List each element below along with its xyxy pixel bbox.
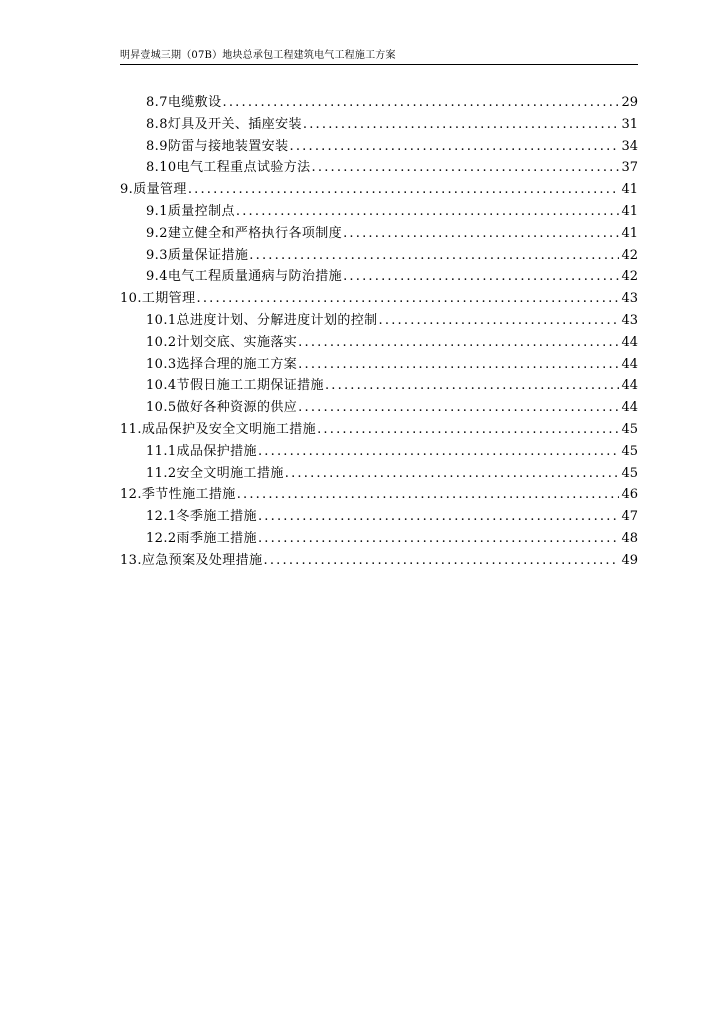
toc-dot-leader <box>288 136 619 158</box>
toc-entry-title: 12.季节性施工措施 <box>120 487 236 503</box>
toc-entry-page: 37 <box>621 160 638 176</box>
toc-dot-leader <box>324 375 620 397</box>
toc-dot-leader <box>262 550 619 572</box>
toc-entry-page: 42 <box>621 247 638 263</box>
toc-entry-title: 8.9防雷与接地装置安装 <box>146 138 289 154</box>
toc-entry-page: 29 <box>621 95 638 110</box>
toc-entry-title: 12.1冬季施工措施 <box>146 509 257 525</box>
toc-chapter-entry[interactable] <box>120 550 638 572</box>
toc-dot-leader <box>311 157 620 179</box>
toc-dot-leader <box>297 332 619 354</box>
toc-entry[interactable] <box>120 245 638 267</box>
toc-entry[interactable] <box>120 266 638 288</box>
page-header <box>120 50 638 65</box>
toc-entry-page: 41 <box>621 225 638 241</box>
toc-dot-leader <box>302 114 620 136</box>
toc-dot-leader <box>342 223 619 245</box>
toc-entry-title: 13.应急预案及处理措施 <box>120 552 263 568</box>
toc-entry-page: 45 <box>621 443 638 459</box>
toc-entry-page: 44 <box>621 334 638 350</box>
toc-entry-page: 43 <box>621 291 638 307</box>
toc-entry-title: 10.4节假日施工工期保证措施 <box>146 378 324 394</box>
toc-dot-leader <box>316 419 619 441</box>
toc-chapter-entry[interactable] <box>120 288 638 310</box>
toc-entry-title: 9.1质量控制点 <box>146 203 235 219</box>
toc-entry[interactable] <box>120 506 638 528</box>
toc-entry[interactable] <box>120 201 638 223</box>
toc-dot-leader <box>221 92 619 114</box>
toc-entry-title: 9.4电气工程质量通病与防治措施 <box>146 269 343 285</box>
toc-entry-title: 9.2建立健全和严格执行各项制度 <box>146 225 343 241</box>
toc-entry-title: 11.2安全文明施工措施 <box>146 465 284 481</box>
toc-entry[interactable] <box>120 136 638 158</box>
toc-dot-leader <box>248 245 619 267</box>
toc-entry-page: 48 <box>621 530 638 546</box>
toc-entry-title: 12.2雨季施工措施 <box>146 530 257 546</box>
toc-entry-page: 44 <box>621 356 638 372</box>
toc-entry-title: 10.3选择合理的施工方案 <box>146 356 298 372</box>
toc-entry-title: 9.质量管理 <box>120 182 187 198</box>
toc-entry[interactable] <box>120 463 638 485</box>
toc-entry-title: 11.1成品保护措施 <box>146 443 257 459</box>
toc-entry-title: 9.3质量保证措施 <box>146 247 249 263</box>
toc-entry[interactable] <box>120 332 638 354</box>
document-title: 明昇壹城三期（07B）地块总承包工程建筑电气工程施工方案 <box>120 50 396 61</box>
toc-dot-leader <box>342 266 619 288</box>
toc-entry-page: 44 <box>621 400 638 416</box>
toc-dot-leader <box>297 354 619 376</box>
toc-entry[interactable] <box>120 354 638 376</box>
toc-entry[interactable] <box>120 92 638 114</box>
toc-entry-title: 10.1总进度计划、分解进度计划的控制 <box>146 312 378 328</box>
toc-entry-page: 45 <box>621 465 638 481</box>
toc-entry[interactable] <box>120 397 638 419</box>
toc-entry-page: 46 <box>621 487 638 503</box>
toc-entry[interactable] <box>120 528 638 550</box>
toc-dot-leader <box>257 441 620 463</box>
toc-dot-leader <box>236 484 620 506</box>
toc-entry[interactable] <box>120 441 638 463</box>
toc-entry-page: 34 <box>621 138 638 154</box>
table-of-contents <box>120 92 638 572</box>
toc-chapter-entry[interactable] <box>120 484 638 506</box>
toc-entry[interactable] <box>120 157 638 179</box>
toc-chapter-entry[interactable] <box>120 179 638 201</box>
toc-entry-title: 8.8灯具及开关、插座安装 <box>146 116 302 132</box>
toc-entry[interactable] <box>120 310 638 332</box>
toc-entry-page: 41 <box>621 182 638 198</box>
toc-entry-title: 10.工期管理 <box>120 291 196 307</box>
toc-dot-leader <box>195 288 619 310</box>
toc-entry-title: 10.2计划交底、实施落实 <box>146 334 298 350</box>
toc-entry-page: 44 <box>621 378 638 394</box>
toc-entry-page: 41 <box>621 203 638 219</box>
toc-entry-page: 42 <box>621 269 638 285</box>
toc-entry-title: 11.成品保护及安全文明施工措施 <box>120 421 317 437</box>
toc-dot-leader <box>257 506 620 528</box>
toc-entry[interactable] <box>120 223 638 245</box>
toc-dot-leader <box>257 528 620 550</box>
toc-entry-page: 31 <box>621 116 638 132</box>
toc-dot-leader <box>284 463 620 485</box>
toc-entry[interactable] <box>120 114 638 136</box>
toc-entry-page: 47 <box>621 509 638 525</box>
toc-dot-leader <box>187 179 620 201</box>
toc-entry-title: 8.10电气工程重点试验方法 <box>146 160 311 176</box>
toc-entry-title: 8.7电缆敷设 <box>146 95 222 110</box>
toc-entry-page: 45 <box>621 421 638 437</box>
toc-entry-title: 10.5做好各种资源的供应 <box>146 400 298 416</box>
toc-entry[interactable] <box>120 375 638 397</box>
toc-entry-page: 43 <box>621 312 638 328</box>
toc-dot-leader <box>235 201 620 223</box>
toc-dot-leader <box>378 310 620 332</box>
toc-dot-leader <box>297 397 619 419</box>
toc-chapter-entry[interactable] <box>120 419 638 441</box>
toc-entry-page: 49 <box>621 552 638 568</box>
